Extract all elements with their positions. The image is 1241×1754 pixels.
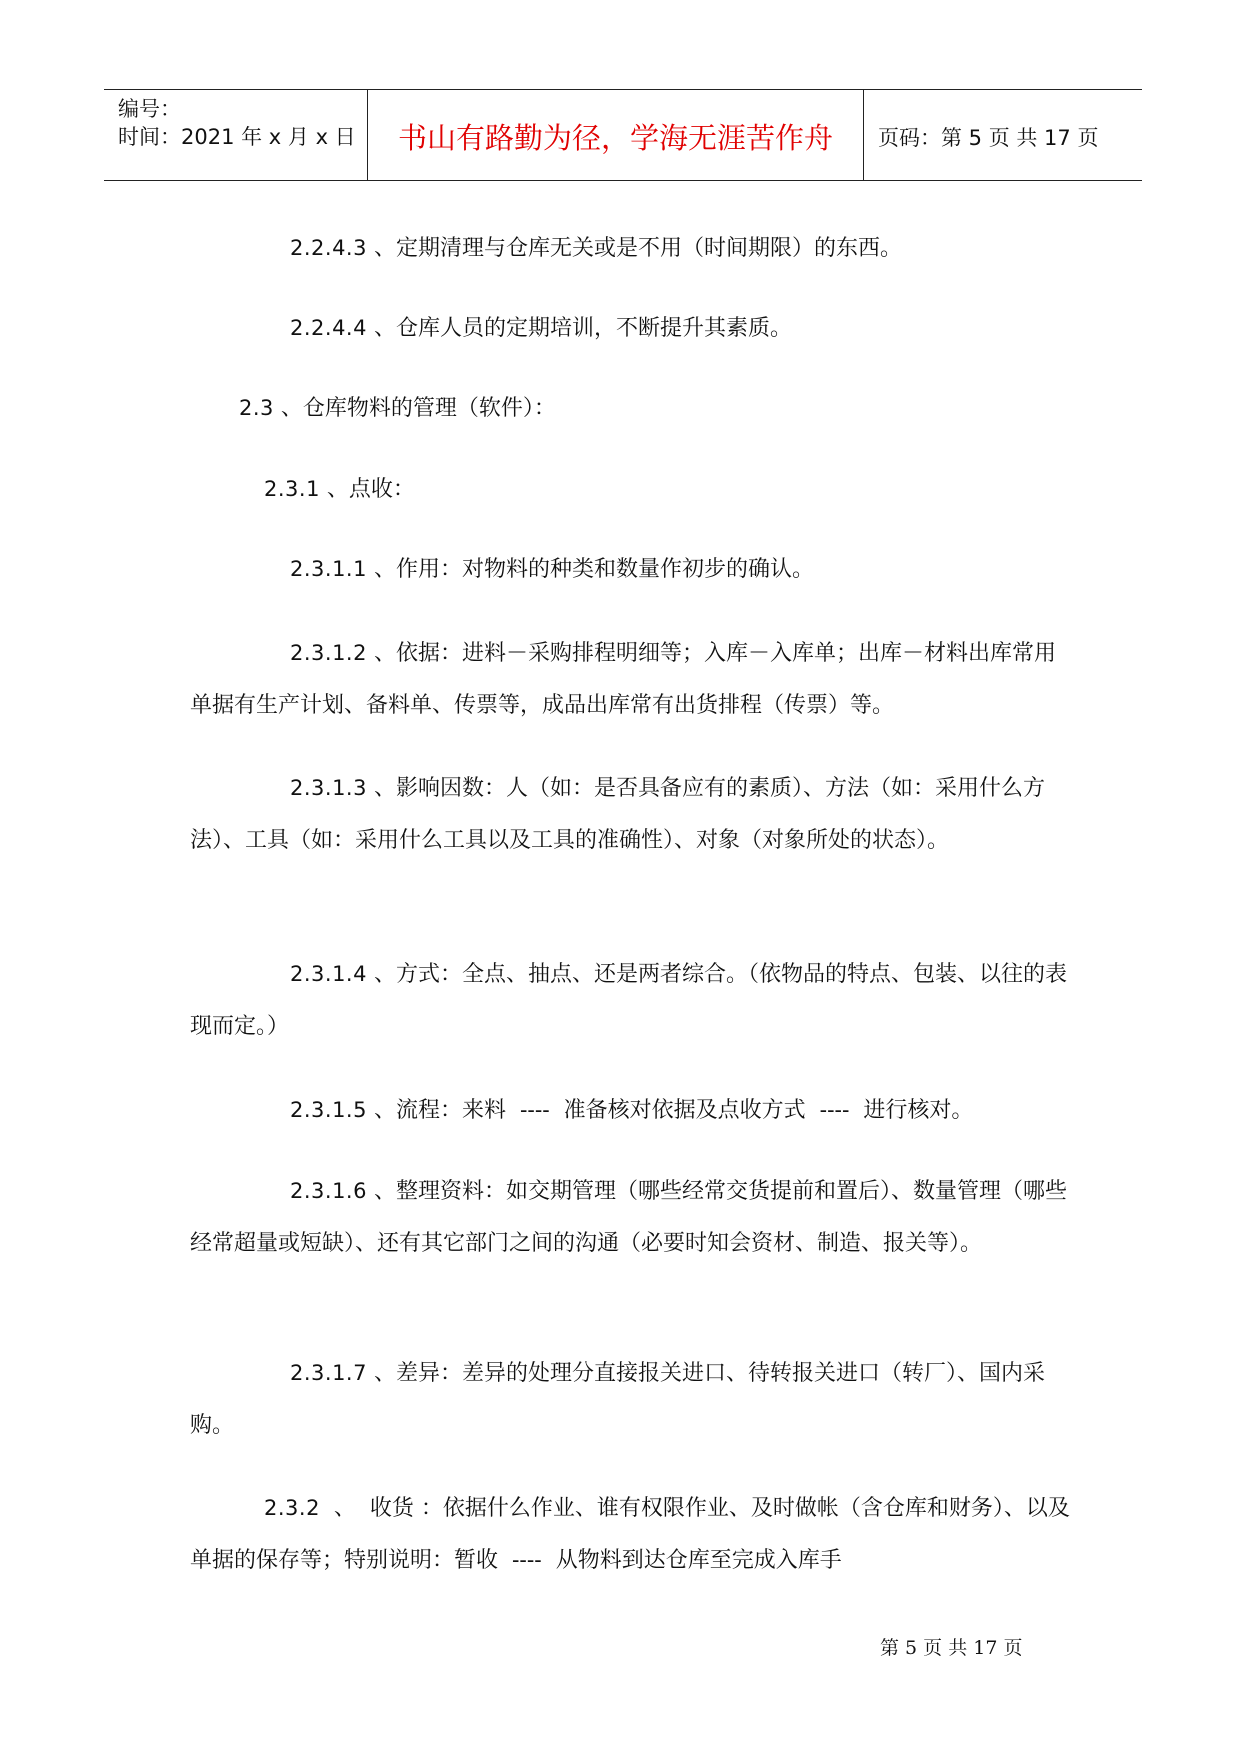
paragraph-text: 、差异：差异的处理分直接报关进口、待转报关进口（转厂）、国内采购。 — [190, 1361, 1045, 1438]
paragraph-text: 、 收货 ：依据什么作业、谁有权限作业、及时做帐（含仓库和财务）、以及单据的保存等；特别说明：暂收 ---- 从物料到达仓库至完成入库手 — [190, 1496, 1070, 1573]
section-number: 2.2.4.3 — [290, 236, 367, 260]
section-number: 2.3.2 — [264, 1496, 320, 1520]
serial-number-label: 编号： — [118, 97, 181, 121]
section-number: 2.3.1.4 — [290, 962, 367, 986]
page-footer: 第 5 页 共 17 页 — [880, 1637, 1023, 1659]
paragraph — [190, 1347, 1070, 1452]
paragraph-text: 、依据：进料－采购排程明细等；入库－入库单；出库－材料出库常用单据有生产计划、备料单、传票等，成品出库常有出货排程（传票）等。 — [190, 641, 1056, 718]
section-number: 2.3.1.7 — [290, 1361, 367, 1385]
section-number: 2.3.1.1 — [290, 557, 367, 581]
paragraph — [190, 627, 1070, 732]
paragraph — [190, 1482, 1070, 1587]
section-number: 2.3.1 — [264, 477, 320, 501]
paragraph-text: 、影响因数：人（如：是否具备应有的素质）、方法（如：采用什么方法）、工具（如：采用什么工具以及工具的准确性）、对象（对象所处的状态）。 — [190, 776, 1045, 853]
paragraph — [190, 1165, 1070, 1270]
header-page-info: 页码：第 5 页 共 17 页 — [878, 126, 1099, 150]
paragraph — [190, 222, 1070, 275]
paragraph-text: 、点收： — [319, 477, 415, 502]
paragraph — [190, 463, 1070, 516]
paragraph-text: 、整理资料：如交期管理（哪些经常交货提前和置后）、数量管理（哪些经常超量或短缺）、还有其它部门之间的沟通（必要时知会资材、制造、报关等）。 — [190, 1179, 1067, 1256]
paragraph-text: 、定期清理与仓库无关或是不用（时间期限）的东西。 — [366, 236, 902, 261]
paragraph-text: 、流程：来料 ---- 准备核对依据及点收方式 ---- 进行核对。 — [366, 1098, 974, 1123]
section-number: 2.3.1.5 — [290, 1098, 367, 1122]
section-number: 2.2.4.4 — [290, 316, 367, 340]
paragraph — [190, 1084, 1070, 1137]
paragraph — [190, 382, 1070, 435]
header-left-cell — [104, 90, 368, 180]
paragraph — [190, 762, 1070, 867]
section-number: 2.3.1.2 — [290, 641, 367, 665]
paragraph-text: 、作用：对物料的种类和数量作初步的确认。 — [366, 557, 814, 582]
paragraph — [190, 302, 1070, 355]
header-middle-cell — [368, 90, 864, 180]
paragraph — [190, 948, 1070, 1053]
paragraph-text: 、仓库物料的管理（软件）： — [273, 396, 556, 421]
paragraph-text: 、方式：全点、抽点、还是两者综合。（依物品的特点、包装、以往的表现而定。） — [190, 962, 1067, 1039]
date-label: 时间：2021 年 x 月 x 日 — [118, 125, 356, 149]
section-number: 2.3.1.3 — [290, 776, 367, 800]
section-number: 2.3.1.6 — [290, 1179, 367, 1203]
paragraph-text: 、仓库人员的定期培训，不断提升其素质。 — [366, 316, 792, 341]
header-motto: 书山有路勤为径，学海无涯苦作舟 — [397, 121, 833, 155]
section-number: 2.3 — [239, 396, 274, 420]
header-right-cell — [864, 90, 1142, 180]
paragraph — [190, 543, 1070, 596]
page-header — [104, 89, 1142, 181]
